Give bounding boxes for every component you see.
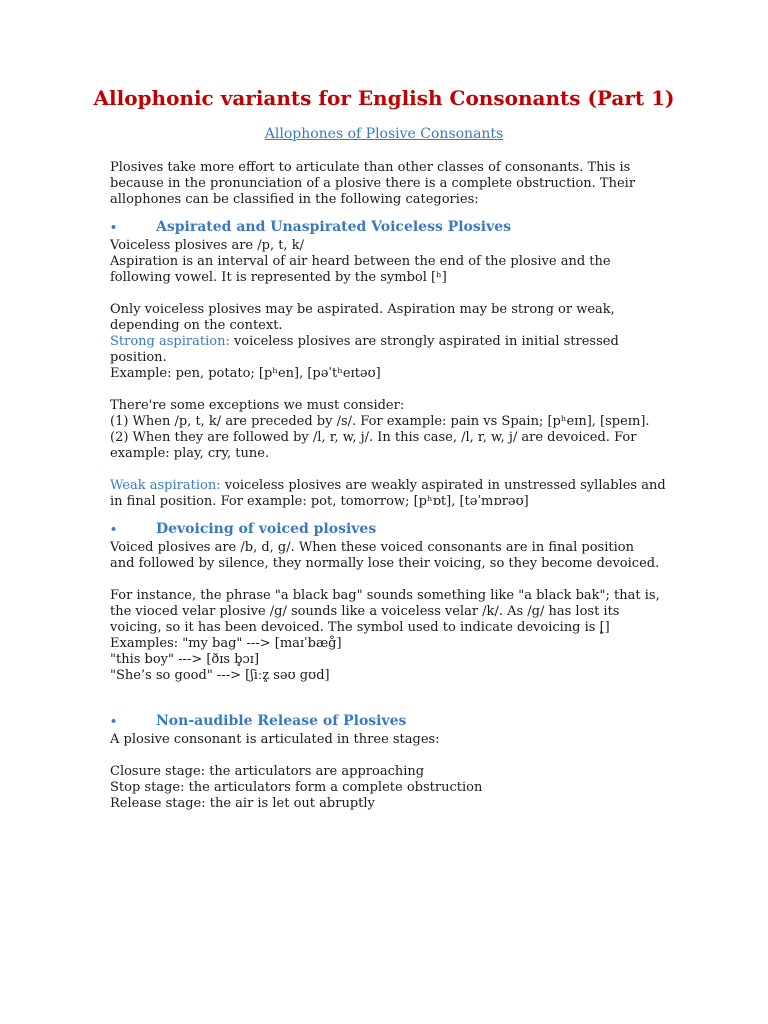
bullet-icon: •	[110, 221, 118, 234]
section-heading-devoicing	[110, 518, 670, 540]
strong-aspiration-label: Strong aspiration:	[110, 334, 230, 349]
document-body	[110, 160, 670, 812]
example-line: Examples: "my bag" ---> [maɪˈbæg̊]	[110, 636, 342, 651]
weak-aspiration-line	[110, 478, 670, 494]
weak-aspiration-label: Weak aspiration:	[110, 478, 221, 493]
bullet-icon: •	[110, 715, 118, 728]
body-line: Closure stage: the articulators are approaching	[110, 764, 425, 779]
subtitle-link[interactable]: Allophones of Plosive Consonants	[264, 126, 504, 142]
body-line: A plosive consonant is articulated in three stages:	[110, 732, 440, 747]
intro-line: allophones can be classified in the following categories:	[110, 192, 479, 207]
body-line: voicing, so it has been devoiced. The symbol used to indicate devoicing is [̥]	[110, 620, 610, 635]
intro-line: Plosives take more effort to articulate than other classes of consonants. This is	[110, 160, 631, 175]
section-heading-text: Non-audible Release of Plosives	[156, 713, 407, 729]
body-line: Release stage: the air is let out abruptly	[110, 796, 375, 811]
body-line: Stop stage: the articulators form a complete obstruction	[110, 780, 483, 795]
strong-aspiration-text: voiceless plosives are strongly aspirated in initial stressed	[229, 334, 619, 349]
example-line: in final position. For example: pot, tomorrow; [pʰɒt], [təˈmɒrəʊ]	[110, 494, 529, 509]
example-line: "She’s so good" ---> [ʃiːz̥ səʊ gʊd]	[110, 668, 330, 683]
section-heading-aspiration	[110, 216, 670, 238]
strong-aspiration-line	[110, 334, 670, 350]
section-heading-text: Devoicing of voiced plosives	[156, 521, 377, 537]
weak-aspiration-text: voiceless plosives are weakly aspirated in unstressed syllables and	[220, 478, 666, 493]
body-line: For instance, the phrase "a black bag" sounds something like "a black bak"; that is,	[110, 588, 660, 603]
body-line: following vowel. It is represented by the symbol [ʰ]	[110, 270, 447, 285]
body-line: Aspiration is an interval of air heard between the end of the plosive and the	[110, 254, 611, 269]
example-line: "this boy" ---> [ðɪs b̥ɔɪ]	[110, 652, 260, 667]
intro-line: because in the pronunciation of a plosive there is a complete obstruction. Their	[110, 176, 636, 191]
bullet-icon: •	[110, 523, 118, 536]
body-line: the vioced velar plosive /g/ sounds like a voiceless velar /k/. As /g/ has lost its	[110, 604, 620, 619]
section-heading-text: Aspirated and Unaspirated Voiceless Plosives	[156, 219, 512, 235]
example-line: Example: pen, potato; [pʰen], [pəˈtʰeɪtəʊ]	[110, 366, 381, 381]
body-line: (2) When they are followed by /l, r, w, j/. In this case, /l, r, w, j/ are devoiced. For	[110, 430, 637, 445]
body-line: Voiced plosives are /b, d, g/. When these voiced consonants are in final position	[110, 540, 634, 555]
body-line: example: play, cry, tune.	[110, 446, 270, 461]
body-line: (1) When /p, t, k/ are preceded by /s/. For example: pain vs Spain; [pʰeɪn], [speɪn].	[110, 414, 650, 429]
body-line: and followed by silence, they normally lose their voicing, so they become devoiced.	[110, 556, 660, 571]
body-line: depending on the context.	[110, 318, 283, 333]
body-line: position.	[110, 350, 167, 365]
body-line: Only voiceless plosives may be aspirated. Aspiration may be strong or weak,	[110, 302, 615, 317]
body-line: There're some exceptions we must consider:	[110, 398, 405, 413]
section-heading-release	[110, 710, 670, 732]
page-title: Allophonic variants for English Consonants (Part 1)	[93, 86, 675, 110]
body-line: Voiceless plosives are /p, t, k/	[110, 238, 304, 253]
